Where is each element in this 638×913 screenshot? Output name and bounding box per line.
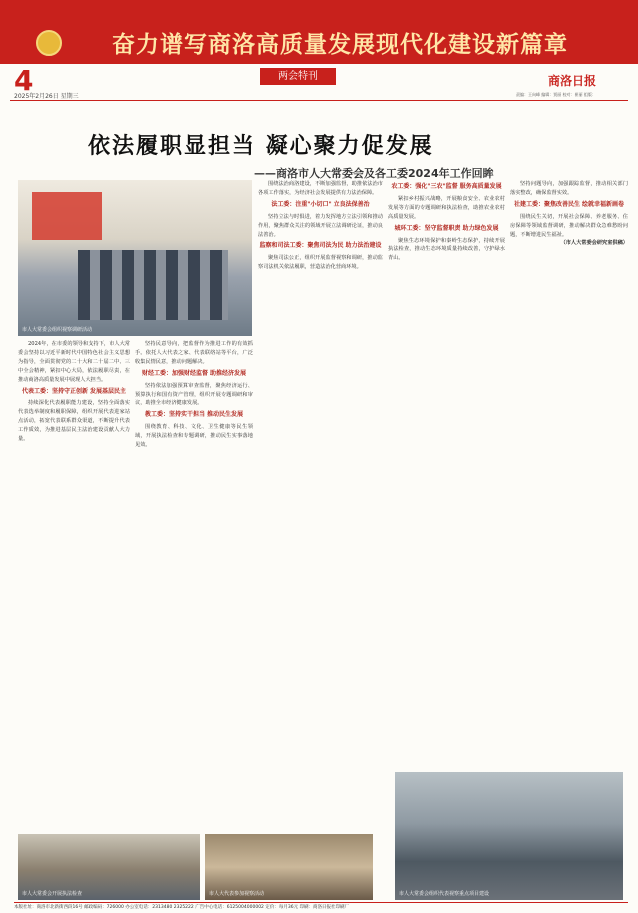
article-intro: 2024年，在市委的领导和支持下，市人大常委会坚持以习近平新时代中国特色社会主义思想为指导，全面贯彻党的二十大和二十届二中、三中全会精神，紧扣中心大局，依法履职尽责，在推动商洛高质量发展中展现人大担当。 bbox=[18, 341, 130, 383]
edition-tag: 两会特刊 bbox=[260, 68, 336, 85]
section-heading: 监察和司法工委：聚焦司法为民 助力法治建设 bbox=[259, 242, 382, 250]
photo-project-site bbox=[395, 772, 623, 900]
header-rule bbox=[10, 100, 628, 101]
article-paragraph: 围绕民生关切，开展社会保障、养老服务、住房保障等领域监督调研，推动解决群众急难愁盼问题，不断增进民生福祉。 bbox=[510, 213, 628, 238]
photo-caption: 市人大常委会开展执法检查 bbox=[22, 891, 83, 897]
article-column-4 bbox=[388, 180, 505, 770]
article-paragraph: 坚持民意导向，把监督作为推进工作的有效抓手。依托人大代表之家、代表联络站等平台，广泛收集民情民意，推动问题解决。 bbox=[135, 341, 253, 365]
photo-visit bbox=[205, 834, 373, 900]
article-paragraph: 围绕法治商洛建设，不断加强监督，助推依法治市各项工作落实，为经济社会发展提供有力法治保障。 bbox=[258, 181, 383, 196]
section-heading: 法工委：注重"小切口" 立良法保善治 bbox=[271, 200, 370, 208]
article-paragraph: 紧扣乡村振兴战略，开展粮食安全、农业农村发展等方面的专题调研和执法检查，助推农业农村高质量发展。 bbox=[388, 195, 505, 220]
newspaper-brand: 商洛日报 bbox=[548, 74, 597, 88]
article-paragraph: 围绕教育、科技、文化、卫生健康等民生领域，开展执法检查和专题调研，推动民生实事落地见效。 bbox=[135, 424, 253, 449]
dateline: 2025年2月26日 星期三 bbox=[14, 93, 79, 100]
article-signature: （市人大常委会研究室供稿） bbox=[560, 240, 628, 247]
article-column-5 bbox=[510, 180, 628, 770]
photo-banner bbox=[32, 192, 102, 240]
photo-meeting bbox=[18, 180, 252, 336]
photo-caption: 市人大常委会组织视察调研活动 bbox=[22, 327, 93, 333]
masthead-banner bbox=[0, 0, 638, 64]
photo-inspection bbox=[18, 834, 200, 900]
article-paragraph: 坚持问题导向，加强跟踪监督，推动相关部门落实整改，确保监督实效。 bbox=[510, 181, 628, 196]
section-heading: 教工委：坚持实干担当 推动民生发展 bbox=[144, 411, 244, 419]
article-paragraph: 聚焦生态环境保护和秦岭生态保护，持续开展执法检查，推动生态环境质量持续改善，守护绿水青山。 bbox=[388, 237, 505, 262]
staff-credits: 责编：王向峰 编辑：贾丽 校对：崔丽 组版： bbox=[516, 92, 596, 97]
article-paragraph: 聚焦司法公正，组织开展监督视察和调研，推动监察司法机关依法履职，营造法治化营商环境。 bbox=[258, 255, 383, 271]
headline: 依法履职显担当 凝心聚力促发展 bbox=[88, 134, 434, 159]
emblem-icon bbox=[36, 30, 62, 56]
subheadline: ——商洛市人大常委会及各工委2024年工作回眸 bbox=[254, 167, 494, 180]
article-column-1 bbox=[18, 340, 130, 828]
photo-people bbox=[78, 250, 228, 320]
section-heading: 农工委：强化"三农"监督 服务高质量发展 bbox=[391, 183, 502, 190]
footer-imprint: 本版社址：商洛市北新街西段16号 邮政编码：726000 办公室电话：2313480 2325222 广告中心电话：6125004000002 定价：每月36元 印刷：商洛日报社印刷厂 bbox=[14, 902, 628, 912]
section-heading: 社建工委：聚焦改善民生 绘就幸福新画卷 bbox=[513, 200, 625, 208]
section-heading: 城环工委：坚守监督职责 助力绿色发展 bbox=[394, 224, 499, 232]
photo-caption: 市人大代表参加视察活动 bbox=[209, 891, 265, 897]
article-column-3 bbox=[258, 180, 383, 830]
section-heading: 财经工委：加强财经监督 助推经济发展 bbox=[141, 369, 247, 377]
article-column-2 bbox=[135, 340, 253, 828]
section-heading: 代表工委：坚持守正创新 发展基层民主 bbox=[21, 387, 127, 395]
article-paragraph: 坚持立法与时俱进，着力发挥地方立法引领和推动作用，聚焦群众关注的领域开展立法调研论证，推动良法善治。 bbox=[258, 213, 383, 238]
article-paragraph: 持续深化代表履职能力建设，坚持全面落实代表选举制度和履职保障，组织开展代表进家站点活动，拓宽代表联系群众渠道，不断提升代表工作质效，为推进基层民主法治建设贡献人大力量。 bbox=[18, 400, 130, 443]
photo-caption: 市人大常委会组织代表视察重点项目建设 bbox=[399, 891, 490, 897]
page-number: 4 bbox=[14, 64, 34, 97]
masthead-title: 奋力谱写商洛高质量发展现代化建设新篇章 bbox=[112, 32, 568, 58]
article-paragraph: 坚持依法加强预算审查监督，聚焦经济运行、预算执行和国有资产管理，组织开展专题调研和审议，助推全市经济健康发展。 bbox=[135, 382, 253, 407]
